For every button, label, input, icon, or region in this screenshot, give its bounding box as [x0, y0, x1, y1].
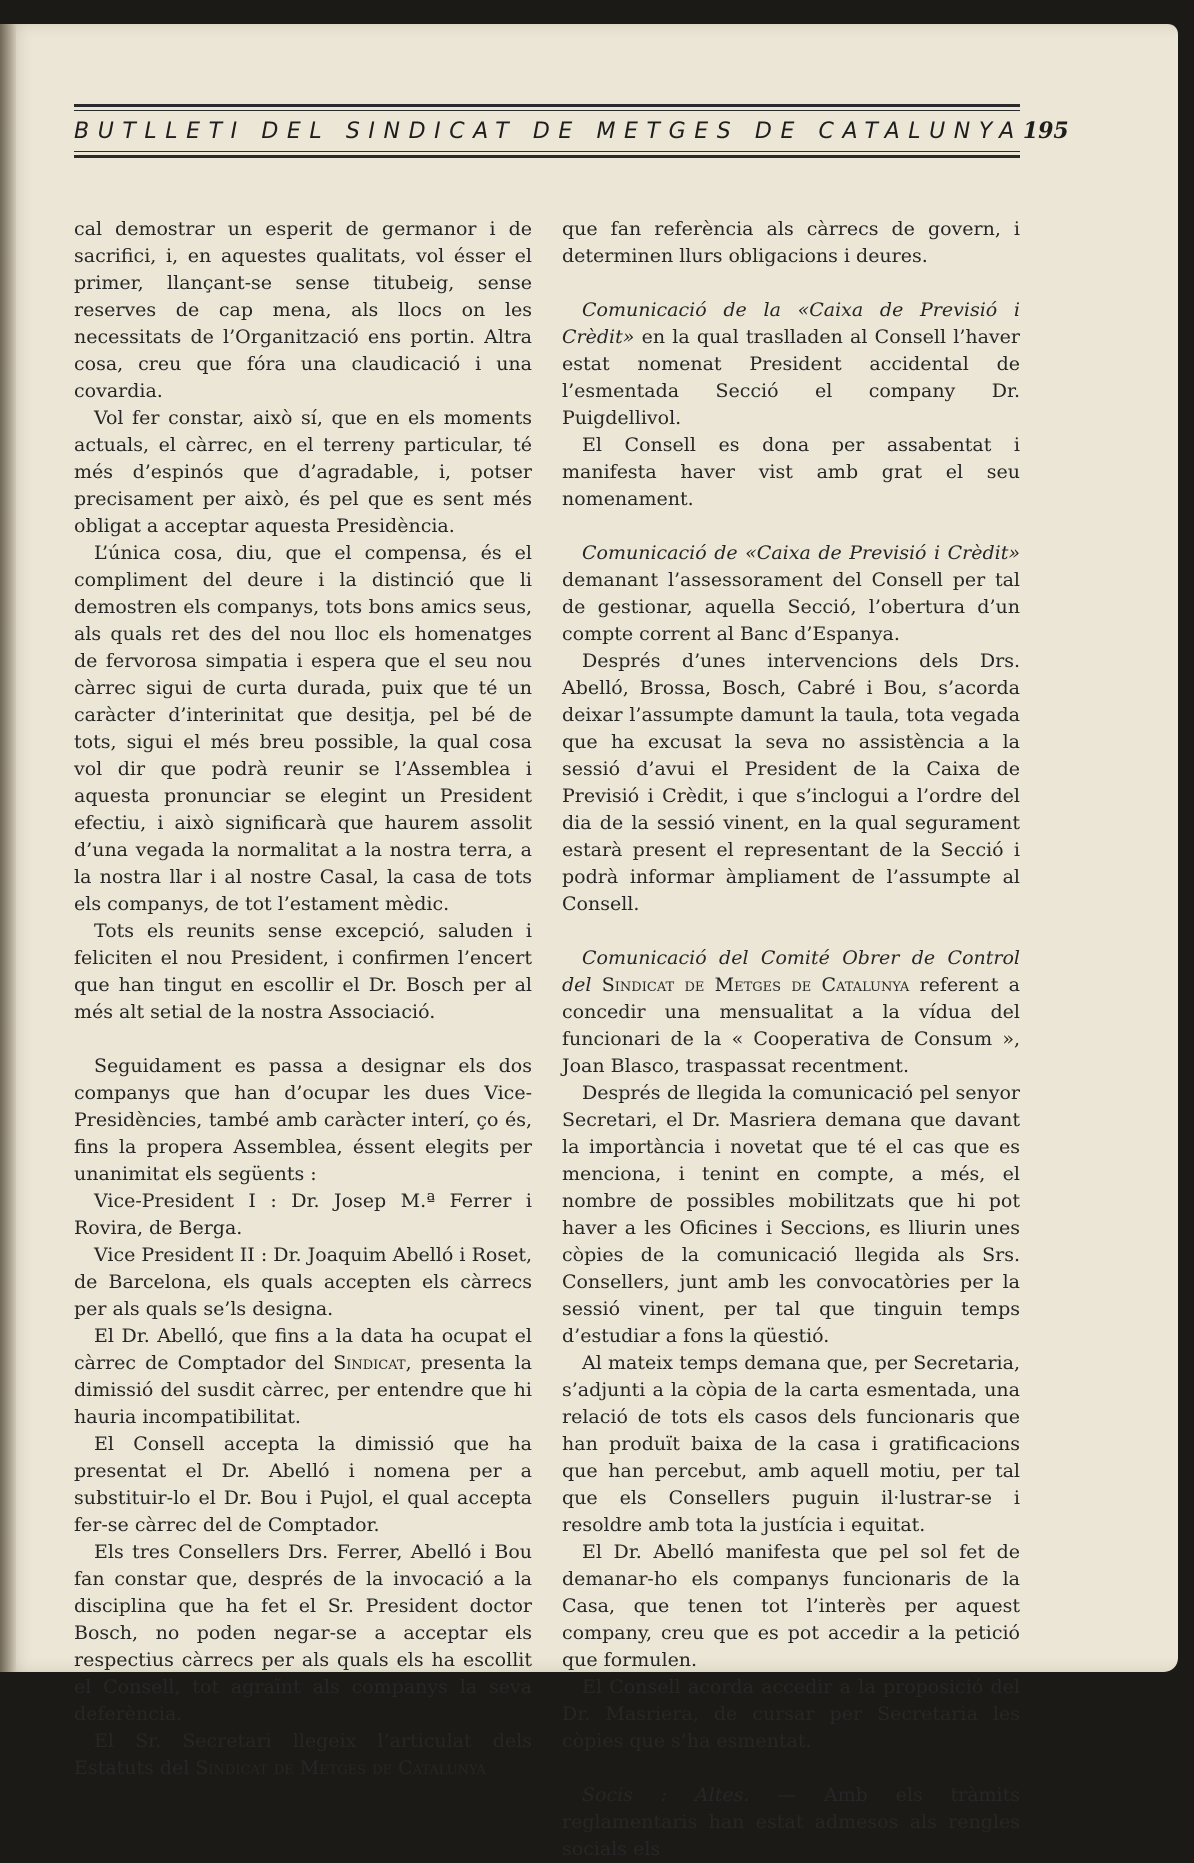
text-run: — Amb els tràmits reglamentaris han estat admesos als rengles socials els: [562, 1784, 1021, 1860]
paragraph: [562, 540, 1020, 648]
text-run: referent a concedir una mensualitat a la vídua del funcionari de la « Cooperativa de Consum », Joan Blasco, traspassat recentment.: [562, 974, 1020, 1077]
paragraph: [562, 297, 1020, 432]
header-row: [74, 111, 1069, 151]
paragraph: Al mateix temps demana que, per Secretaria, s’adjunti a la còpia de la carta esmentada, una relació de tots els casos dels funcionaris que han produït baixa de la casa i gratificacions que han percebut, amb aquell motiu, per tal que els Consellers puguin il·lustrar-se i resoldre amb tota la justícia i equitat.: [562, 1352, 1020, 1536]
text-run: demanant l’assessorament del Consell per tal de gestionar, aquella Secció, l’obertura d’un compte corrent al Banc d’Espanya.: [562, 569, 1020, 645]
running-header: [74, 104, 1069, 158]
text-run: , presenta la dimissió del susdit càrrec, per entendre que hi hauria incompatibilitat.: [74, 1352, 532, 1428]
paragraph: Tots els reunits sense excepció, saluden i feliciten el nou President, i confirmen l’encert que han tingut en escollir el Dr. Bosch per al més alt setial de la nostra Associació.: [74, 920, 532, 1023]
header-rule-thick-bottom: [74, 155, 1020, 158]
italic-heading: Socis : Altes.: [582, 1784, 750, 1806]
header-rule-thin-bottom: [74, 151, 1020, 152]
italic-heading: Comunicació de la «Caixa de Previsió i Crèdit»: [562, 299, 1020, 348]
text-run: El Sr. Secretari llegeix l’articulat dels Estatuts del: [74, 1730, 532, 1779]
paragraph: [562, 1782, 1020, 1863]
text-run: en la qual traslladen al Consell l’haver estat nomenat President accidental de l’esmentada Secció el company Dr. Puigdellivol.: [562, 326, 1020, 429]
paragraph: Després d’unes intervencions dels Drs. Abelló, Brossa, Bosch, Cabré i Bou, s’acorda deixar l’assumpte damunt la taula, tota vegada que ha excusat la seva no assistència a la sessió d’avui el President de la Caixa de Previsió i Crèdit, i que s’inclogui a l’ordre del dia de la sessió vinent, en la qual segurament estarà present el representant de la Secció i podrà informar àmpliament de l’assumpte al Consell.: [562, 650, 1020, 915]
paragraph: El Consell accepta la dimissió que ha presentat el Dr. Abelló i nomena per a substituir-lo el Dr. Bou i Pujol, el qual accepta fer-se càrrec del de Comptador.: [74, 1433, 532, 1536]
header-rule-thick: [74, 104, 1020, 107]
paragraph: Seguidament es passa a designar els dos companys que han d’ocupar les dues Vice-Presidències, també amb caràcter interí, ço és, fins la propera Assemblea, éssent elegits per unanimitat els següents :: [74, 1055, 532, 1185]
italic-heading: Comunicació del Comité Obrer de Control del: [562, 947, 1020, 996]
small-caps-text: Sindicat de Metges de Catalunya: [195, 1757, 486, 1779]
running-title: BUTLLETI DEL SINDICAT DE METGES DE CATALUNYA: [74, 118, 1023, 144]
paragraph: El Consell es dona per assabentat i manifesta haver vist amb grat el seu nomenament.: [562, 434, 1020, 510]
paragraph: Vol fer constar, això sí, que en els moments actuals, el càrrec, en el terreny particular, té més d’espinós que d’agradable, i, potser precisament per això, és pel que es sent més obligat a acceptar aquesta Presidència.: [74, 407, 532, 537]
paragraph: [74, 1728, 532, 1782]
paragraph: El Dr. Abelló manifesta que pel sol fet de demanar-ho els companys funcionaris de la Casa, que tenen tot l’interès per aquest company, creu que es pot accedir a la petició que formulen.: [562, 1541, 1020, 1671]
page-number: 195: [1022, 118, 1069, 144]
left-column: [74, 216, 532, 1782]
paragraph: Vice-President I : Dr. Josep M.ª Ferrer i Rovira, de Berga.: [74, 1190, 532, 1239]
paragraph: [562, 945, 1020, 1080]
paragraph: cal demostrar un esperit de germanor i de sacrifici, i, en aquestes qualitats, vol ésser el primer, llançant-se sense titubeig, sense reserves de cap mena, als llocs on les necessitats de l’Organització ens portin. Altra cosa, creu que fóra una claudicació i una covardia.: [74, 218, 532, 402]
paragraph: L’única cosa, diu, que el compensa, és el compliment del deure i la distinció que li demostren els companys, tots bons amics seus, als quals ret des del nou lloc els homenatges de fervorosa simpatia i espera que el seu nou càrrec sigui de curta durada, puix que té un caràcter d’interinitat que desitja, pel bé de tots, sigui el més breu possible, la qual cosa vol dir que podrà reunir se l’Assemblea i aquesta pronunciar se elegint un President efectiu, i això significarà que haurem assolit d’una vegada la normalitat a la nostra terra, a la nostra llar i al nostre Casal, la casa de tots els companys, de tot l’estament mèdic.: [74, 542, 532, 915]
small-caps-text: Sindicat de Metges de Catalunya: [601, 974, 910, 996]
italic-heading: Comunicació de «Caixa de Previsió i Crèdit»: [582, 542, 1020, 564]
page-binding-shadow: [0, 24, 16, 1672]
paragraph: Vice President II : Dr. Joaquim Abelló i Roset, de Barcelona, els quals accepten els càrrecs per als quals se’ls designa.: [74, 1244, 532, 1320]
right-column: [562, 216, 1020, 1863]
small-caps-text: Sindicat: [333, 1352, 406, 1374]
paragraph: [74, 1323, 532, 1431]
paragraph: El Consell acorda accedir a la proposició del Dr. Masriera, de cursar per Secretaria les còpies que s’ha esmentat.: [562, 1676, 1020, 1752]
paragraph: Després de llegida la comunicació pel senyor Secretari, el Dr. Masriera demana que davant la importància i novetat que té el cas que es menciona, i tenint en compte, a més, el nombre de possibles mobilitzats que hi pot haver a les Oficines i Seccions, es lliurin unes còpies de la comunicació llegida als Srs. Consellers, junt amb les convocatòries per la sessió vinent, per tal que tinguin temps d’estudiar a fons la qüestió.: [562, 1082, 1020, 1347]
text-run: El Dr. Abelló, que fins a la data ha ocupat el càrrec de Comptador del: [74, 1325, 532, 1374]
paragraph: que fan referència als càrrecs de govern, i determinen llurs obligacions i deures.: [562, 218, 1020, 267]
paragraph: Els tres Consellers Drs. Ferrer, Abelló i Bou fan constar que, després de la invocació a la disciplina que ha fet el Sr. President doctor Bosch, no poden negar-se a acceptar els respectius càrrecs per als quals els ha escollit el Consell, tot agraïnt als companys la seva deferència.: [74, 1541, 532, 1725]
